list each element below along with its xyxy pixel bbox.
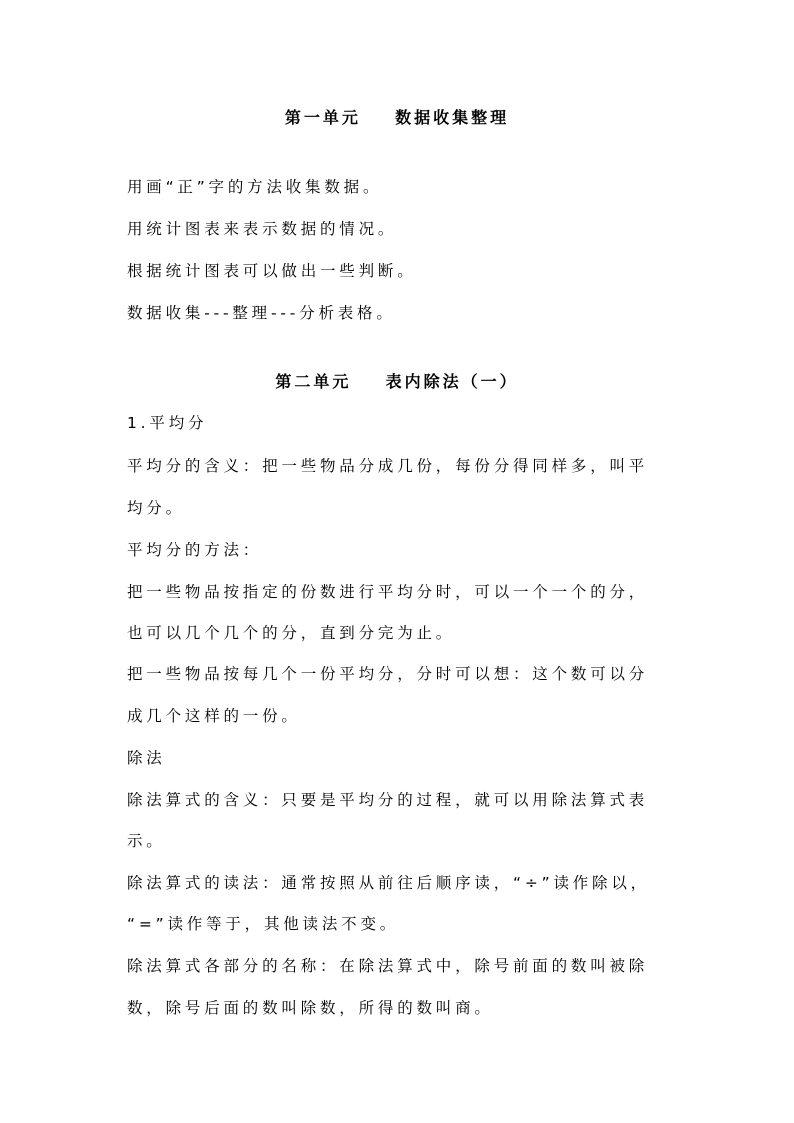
unit2-line-2: 平均分的含义：把一些物品分成几份，每份分得同样多，叫平 (127, 457, 649, 475)
unit2-line-15: 数，除号后面的数叫除数，所得的数叫商。 (127, 999, 494, 1017)
unit2-subheading-average: 1.平均分 (127, 414, 208, 432)
unit2-line-8: 成几个这样的一份。 (127, 707, 301, 725)
unit2-line-12: 除法算式的读法：通常按照从前往后顺序读，“÷”读作除以， (127, 874, 650, 892)
unit2-line-10: 除法算式的含义：只要是平均分的过程，就可以用除法算式表 (127, 791, 649, 809)
unit2-subheading-division: 除法 (127, 749, 166, 767)
unit2-line-14: 除法算式各部分的名称：在除法算式中，除号前面的数叫被除 (127, 957, 649, 975)
unit2-line-4: 平均分的方法： (127, 541, 263, 559)
unit2-line-13: “=”读作等于，其他读法不变。 (127, 915, 400, 933)
unit1-line-2: 用统计图表来表示数据的情况。 (127, 220, 398, 238)
unit1-line-4: 数据收集---整理---分析表格。 (127, 304, 396, 322)
unit1-line-1: 用画“正”字的方法收集数据。 (127, 178, 383, 196)
unit2-line-11: 示。 (127, 832, 166, 850)
unit2-line-7: 把一些物品按每几个一份平均分，分时可以想：这个数可以分 (127, 665, 649, 683)
unit2-line-5: 把一些物品按指定的份数进行平均分时，可以一个一个的分， (127, 583, 649, 601)
unit2-line-3: 均分。 (127, 499, 185, 517)
unit1-line-3: 根据统计图表可以做出一些判断。 (127, 262, 417, 280)
unit2-title: 第二单元 表内除法（一） (275, 372, 519, 391)
unit2-line-6: 也可以几个几个的分，直到分完为止。 (127, 624, 456, 642)
unit1-title: 第一单元 数据收集整理 (284, 108, 510, 127)
